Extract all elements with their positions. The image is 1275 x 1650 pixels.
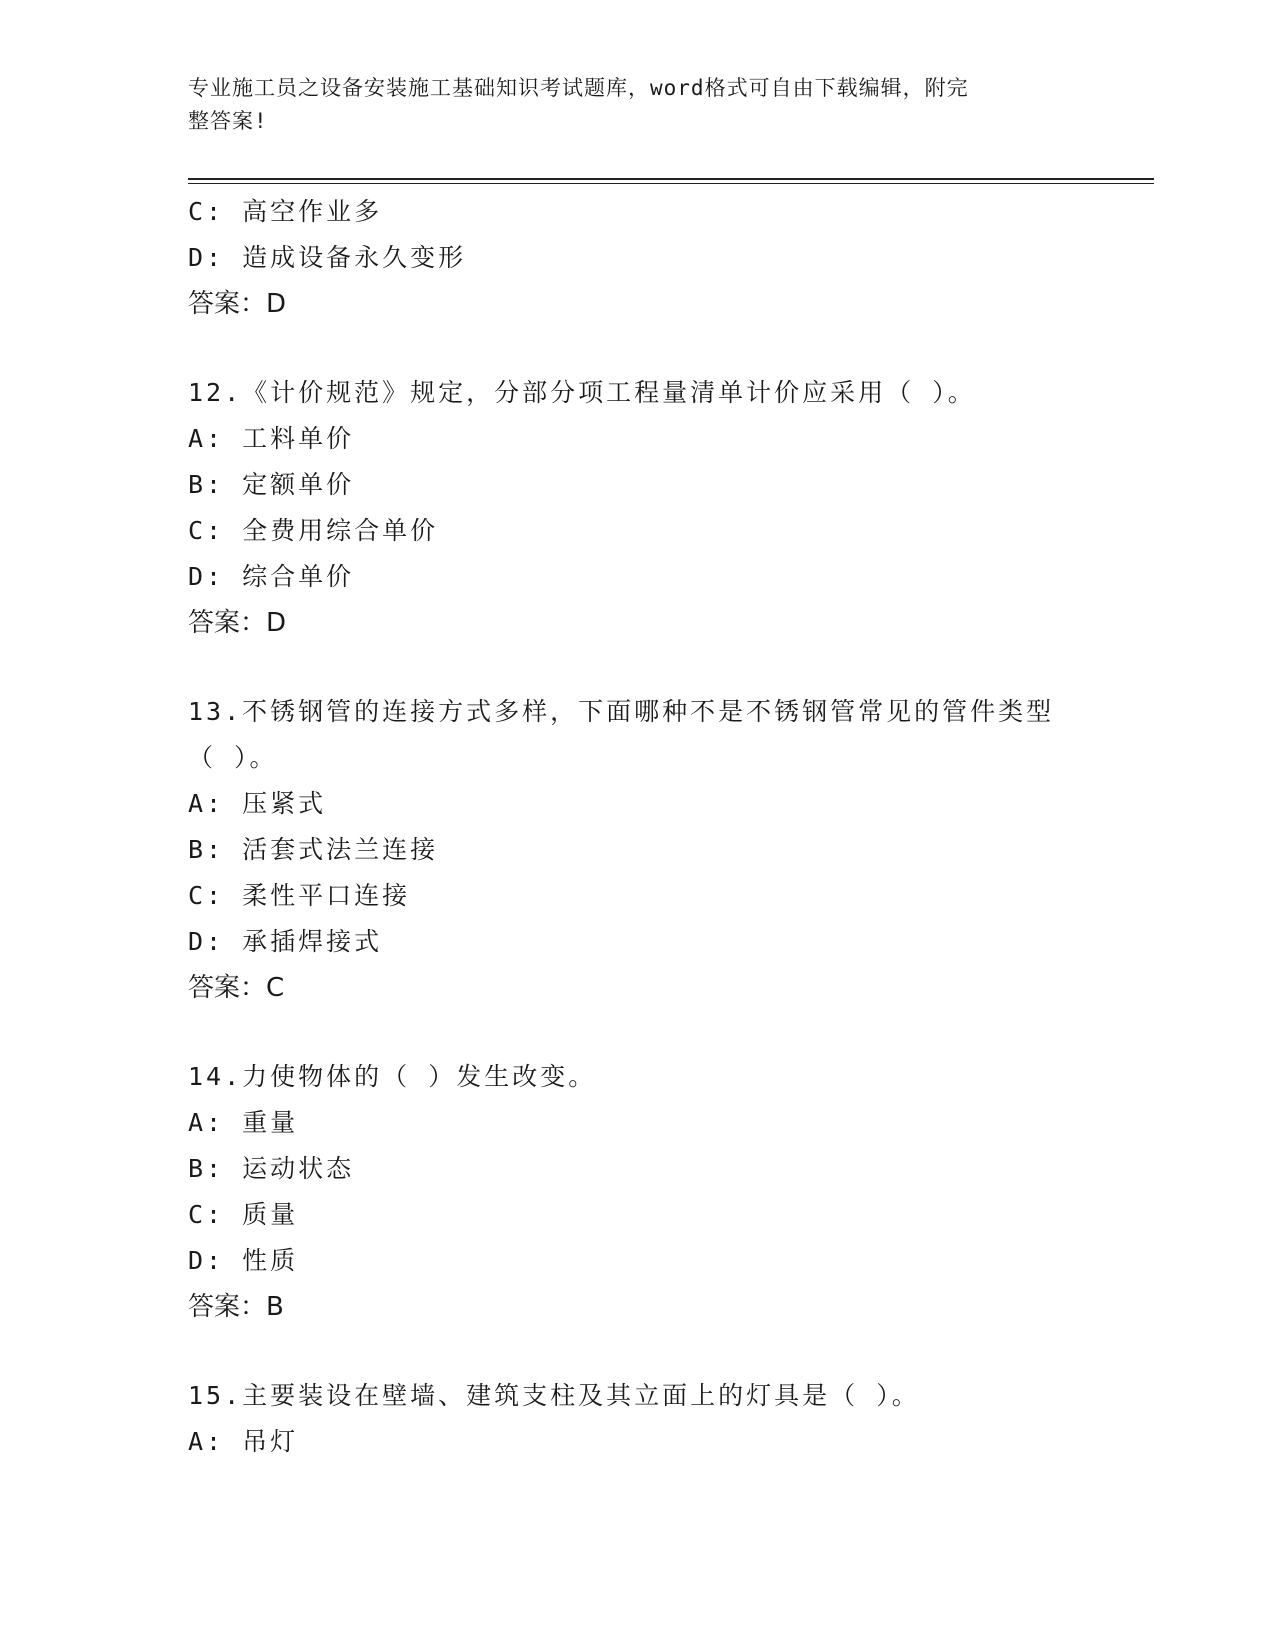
option-text: 造成设备永久变形 bbox=[242, 243, 467, 272]
spacer bbox=[188, 1011, 1108, 1054]
question-11-continued bbox=[188, 189, 1108, 327]
header-divider-thick bbox=[188, 178, 1154, 180]
question-stem: 14.力使物体的（ ）发生改变。 bbox=[188, 1062, 597, 1091]
option-a bbox=[188, 1419, 1108, 1465]
question-12 bbox=[188, 370, 1108, 646]
option-label: A: bbox=[188, 424, 225, 453]
option-text: 压紧式 bbox=[242, 789, 327, 818]
option-text: 定额单价 bbox=[242, 470, 355, 499]
option-text: 活套式法兰连接 bbox=[242, 835, 439, 864]
option-d bbox=[188, 235, 1108, 281]
option-label: D: bbox=[188, 927, 225, 956]
question-list bbox=[188, 189, 1108, 1465]
option-a bbox=[188, 1100, 1108, 1146]
spacer bbox=[188, 646, 1108, 689]
header-divider-thin bbox=[188, 183, 1154, 184]
answer-line: 答案：B bbox=[188, 1292, 284, 1322]
option-b bbox=[188, 1146, 1108, 1192]
option-d bbox=[188, 919, 1108, 965]
option-label: B: bbox=[188, 835, 225, 864]
option-label: C: bbox=[188, 881, 225, 910]
answer-line: 答案：D bbox=[188, 608, 287, 638]
question-stem-continued: （ ）。 bbox=[188, 743, 278, 772]
option-c bbox=[188, 189, 1108, 235]
option-label: C: bbox=[188, 197, 225, 226]
question-13 bbox=[188, 689, 1108, 1011]
answer-line: 答案：C bbox=[188, 973, 285, 1003]
question-stem: 13.不锈钢管的连接方式多样，下面哪种不是不锈钢管常见的管件类型 bbox=[188, 697, 1055, 726]
header-title-line-1: 专业施工员之设备安装施工基础知识考试题库，word格式可自由下载编辑，附完 bbox=[188, 76, 969, 100]
header-title-line-2: 整答案! bbox=[188, 109, 268, 133]
option-label: A: bbox=[188, 1108, 225, 1137]
option-label: D: bbox=[188, 562, 225, 591]
option-c bbox=[188, 1192, 1108, 1238]
option-text: 质量 bbox=[242, 1200, 299, 1229]
option-text: 运动状态 bbox=[242, 1154, 355, 1183]
option-label: C: bbox=[188, 516, 225, 545]
page-header bbox=[188, 72, 1068, 138]
option-a bbox=[188, 781, 1108, 827]
option-label: C: bbox=[188, 1200, 225, 1229]
option-text: 吊灯 bbox=[242, 1427, 299, 1456]
option-text: 全费用综合单价 bbox=[242, 516, 439, 545]
option-label: D: bbox=[188, 1246, 225, 1275]
option-label: B: bbox=[188, 1154, 225, 1183]
option-text: 性质 bbox=[242, 1246, 299, 1275]
question-14 bbox=[188, 1054, 1108, 1330]
option-c bbox=[188, 508, 1108, 554]
spacer bbox=[188, 1330, 1108, 1373]
option-b bbox=[188, 827, 1108, 873]
option-a bbox=[188, 416, 1108, 462]
option-d bbox=[188, 1238, 1108, 1284]
option-c bbox=[188, 873, 1108, 919]
spacer bbox=[188, 327, 1108, 370]
option-label: B: bbox=[188, 470, 225, 499]
option-text: 工料单价 bbox=[242, 424, 355, 453]
answer-line: 答案：D bbox=[188, 289, 287, 319]
option-text: 柔性平口连接 bbox=[242, 881, 411, 910]
question-stem: 12.《计价规范》规定，分部分项工程量清单计价应采用（ ）。 bbox=[188, 378, 976, 407]
option-text: 重量 bbox=[242, 1108, 299, 1137]
option-b bbox=[188, 462, 1108, 508]
option-text: 承插焊接式 bbox=[242, 927, 383, 956]
option-text: 综合单价 bbox=[242, 562, 355, 591]
question-15 bbox=[188, 1373, 1108, 1465]
option-label: D: bbox=[188, 243, 225, 272]
option-label: A: bbox=[188, 1427, 225, 1456]
option-text: 高空作业多 bbox=[242, 197, 383, 226]
option-label: A: bbox=[188, 789, 225, 818]
option-d bbox=[188, 554, 1108, 600]
question-stem: 15.主要装设在壁墙、建筑支柱及其立面上的灯具是（ ）。 bbox=[188, 1381, 920, 1410]
